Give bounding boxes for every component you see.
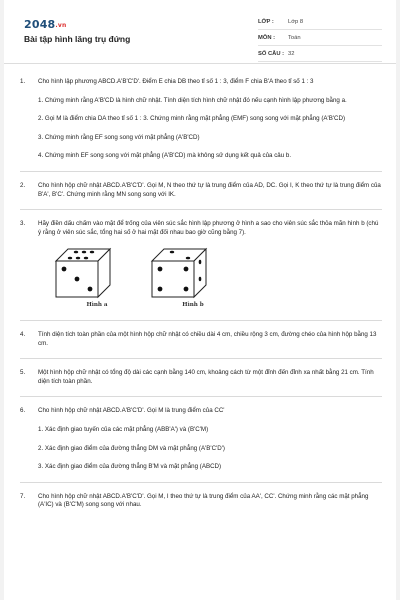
meta-value: 32 [288, 51, 295, 57]
question-text: Cho hình hộp chữ nhật ABCD.A'B'C'D'. Gọi M, N theo thứ tự là trung điểm của AD, DC. Gọi I, K theo thứ tự là trung điểm của B'A', B'C'. Chứng minh rằng MN song song với IK. [38, 181, 381, 198]
question-number: 2. [20, 181, 26, 189]
question-text: Một hình hộp chữ nhật có tổng độ dài các cạnh bằng 140 cm, khoảng cách từ một đỉnh đến đỉnh xa nhất bằng 21 cm. Tính diện tích toàn phần. [38, 369, 374, 385]
document-title: Bài tập hình lăng trụ đứng [24, 34, 131, 44]
meta-value: Toán [288, 35, 301, 41]
question-5 [20, 369, 382, 386]
question-divider [20, 358, 382, 359]
figure-caption: Hình b [182, 302, 204, 309]
question-number: 7. [20, 492, 26, 500]
sub-question: 1. Xác định giao tuyến của các mặt phẳng (ABB'A') và (B'C'M) [38, 425, 209, 433]
worksheet-page [4, 0, 396, 600]
question-number: 5. [20, 369, 26, 377]
question-number: 6. [20, 407, 26, 415]
question-1 [20, 78, 382, 161]
logo-suffix: .vn [55, 22, 67, 29]
question-number: 3. [20, 220, 26, 228]
question-list [20, 78, 382, 510]
question-text: Cho hình hộp chữ nhật ABCD.A'B'C'D'. Gọi M, I theo thứ tự là trung điểm của AA', CC'. Chứng minh rằng các mặt phẳng (A'IC) và (B'C'M) song song với nhau. [38, 492, 369, 509]
meta-label: LỚP : [258, 19, 274, 25]
dice-b-image [150, 247, 208, 299]
question-2 [20, 182, 382, 199]
figure-caption: Hình a [86, 302, 108, 309]
figure-a [54, 247, 140, 310]
question-6 [20, 407, 382, 471]
question-7 [20, 493, 382, 510]
sub-question: 3. Chứng minh rằng EF song song với mặt phẳng (A'B'CD) [38, 133, 200, 141]
question-text: Cho hình lập phương ABCD.A'B'C'D'. Điểm E chia DB theo tỉ số 1 : 3, điểm F chia B'A theo tỉ số 1 : 3 [38, 78, 314, 85]
dice-a-image [54, 247, 112, 299]
dice-front-face [152, 261, 194, 297]
figure-b [150, 247, 236, 310]
meta-value: Lớp 8 [288, 19, 304, 25]
question-number: 1. [20, 78, 26, 85]
sub-question: 2. Xác định giao điểm của đường thẳng DM và mặt phẳng (A'B'C'D') [38, 444, 225, 452]
sub-question: 2. Gọi M là điểm chia DA theo tỉ số 1 : 3. Chứng minh rằng mặt phẳng (EMF) song song với mặt phẳng (A'B'CD) [38, 115, 346, 123]
question-3 [20, 220, 382, 310]
meta-row-count [258, 49, 382, 62]
dice-figures [54, 247, 382, 310]
meta-label: SỐ CÂU : [258, 51, 285, 57]
question-text: Tính diện tích toàn phần của một hình hộp chữ nhật có chiều dài 4 cm, chiều rộng 3 cm, đường chéo của hình hộp bằng 13 cm. [38, 330, 377, 347]
logo-text: 2048 [24, 18, 56, 31]
meta-label: MÔN : [258, 35, 276, 41]
question-divider [20, 320, 382, 321]
sub-question: 3. Xác định giao điểm của đường thẳng B'M và mặt phẳng (ABCD) [38, 463, 222, 471]
question-divider [20, 482, 382, 483]
meta-row-subject [258, 33, 382, 46]
sub-question: 4. Chứng minh EF song song với mặt phẳng (A'B'CD) mà không sử dụng kết quả của câu b. [38, 152, 292, 160]
question-4 [20, 331, 382, 348]
site-logo[interactable] [24, 18, 66, 31]
question-text: Hãy điền dấu chấm vào mặt để trống của viên súc sắc hình lập phương ở hình a sao cho viên súc sắc thỏa mãn hình b (chú ý rằng ở viên súc sắc, tổng hai số ở hai mặt đối nhau bao giờ cũng bằng 7). [38, 220, 379, 236]
meta-row-class [258, 17, 382, 30]
question-divider [20, 209, 382, 210]
header-divider [4, 63, 396, 64]
question-divider [20, 171, 382, 172]
question-divider [20, 396, 382, 397]
page-header [4, 0, 396, 62]
question-text: Cho hình hộp chữ nhật ABCD.A'B'C'D'. Gọi M là trung điểm của CC' [38, 407, 225, 415]
sub-question: 1. Chứng minh rằng A'B'CD là hình chữ nhật. Tính diện tích hình chữ nhật đó nếu cạnh hình lập phương bằng a. [38, 96, 347, 104]
question-number: 4. [20, 330, 26, 338]
meta-table [258, 17, 382, 65]
